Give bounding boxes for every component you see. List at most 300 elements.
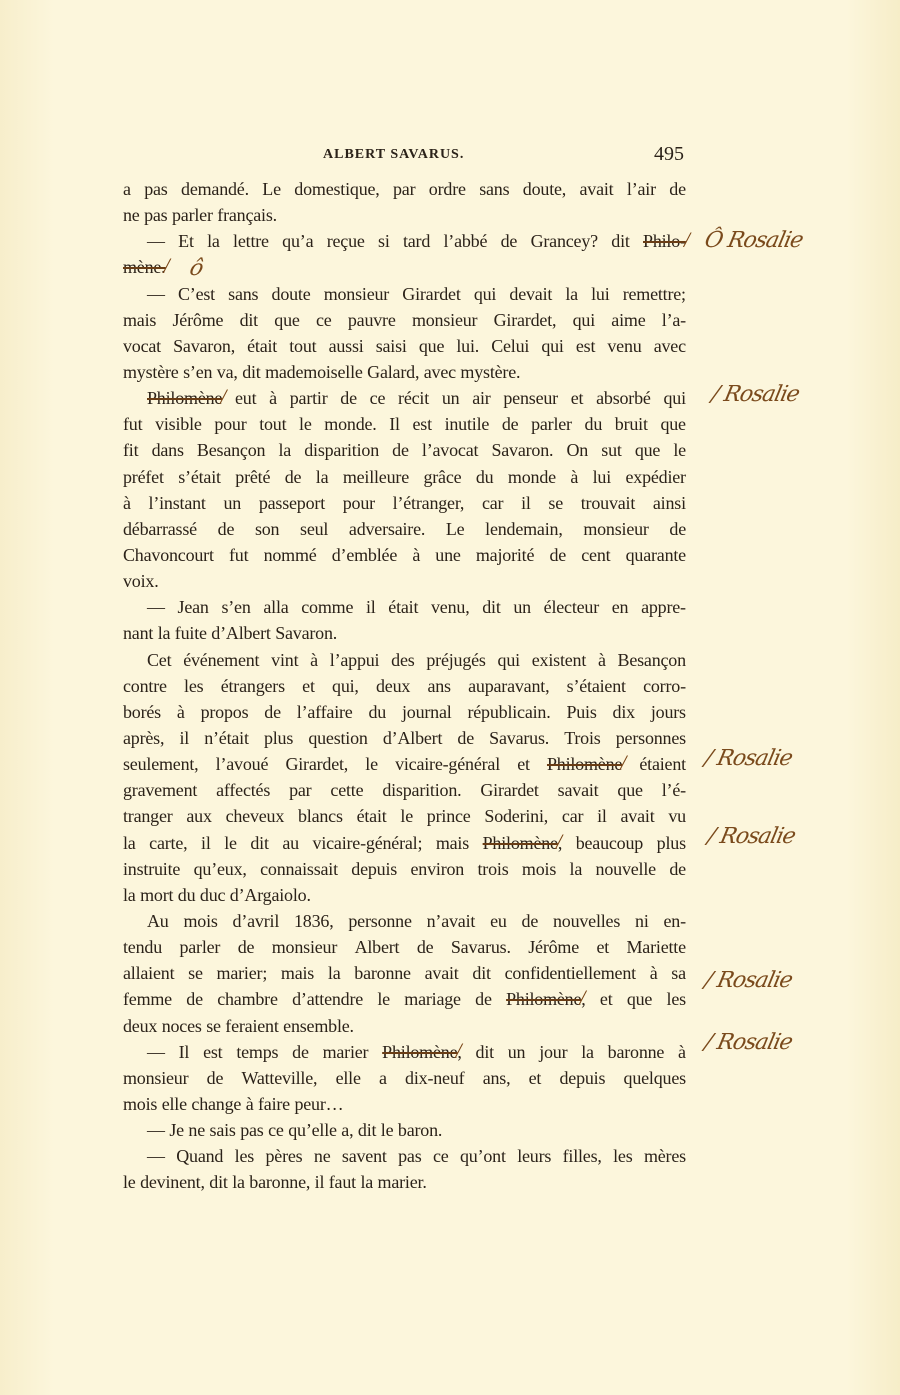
word xyxy=(162,1091,187,1117)
word xyxy=(200,882,225,908)
word xyxy=(123,620,153,646)
word xyxy=(123,359,179,385)
word xyxy=(218,516,235,542)
text-fragment: — xyxy=(147,1146,165,1167)
word xyxy=(521,490,531,516)
text-fragment: seul xyxy=(300,518,329,539)
text-fragment: un xyxy=(507,1041,526,1062)
word xyxy=(379,1065,387,1091)
text-fragment: du xyxy=(368,701,387,722)
text-fragment: ce xyxy=(432,1146,449,1167)
text-fragment: se xyxy=(206,1015,221,1036)
text-fragment: ensemble. xyxy=(283,1015,354,1036)
word xyxy=(654,333,686,359)
word xyxy=(292,986,363,1012)
word xyxy=(354,960,411,986)
text-fragment: de xyxy=(292,1041,309,1062)
text-fragment: que xyxy=(274,309,300,330)
word xyxy=(597,803,607,829)
text-fragment: peur… xyxy=(294,1093,344,1114)
word xyxy=(531,228,598,254)
text-fragment: tard xyxy=(402,231,431,252)
text-fragment: s’étaient xyxy=(566,675,626,696)
text-fragment: existent xyxy=(531,649,587,670)
word xyxy=(123,307,156,333)
text-fragment: Savaron. xyxy=(275,623,338,644)
word xyxy=(246,1091,254,1117)
word xyxy=(539,1039,567,1065)
word xyxy=(613,699,635,725)
word xyxy=(580,176,614,202)
word xyxy=(576,333,595,359)
text-fragment: dit xyxy=(472,963,491,984)
word xyxy=(348,908,411,934)
struck-name: Philomène / xyxy=(147,388,222,408)
text-fragment: Puis xyxy=(566,701,597,722)
word xyxy=(147,1039,165,1065)
word xyxy=(422,437,478,463)
word xyxy=(123,830,136,856)
text-fragment: depuis xyxy=(559,1067,606,1088)
text-fragment: Jérôme xyxy=(528,937,579,958)
text-fragment: mademoiselle xyxy=(265,361,363,382)
text-fragment: doute, xyxy=(522,179,567,199)
word xyxy=(596,856,656,882)
word xyxy=(673,437,686,463)
text-fragment: la xyxy=(232,1172,245,1193)
text-fragment: feraient xyxy=(225,1015,279,1036)
word xyxy=(627,986,652,1012)
word xyxy=(478,856,509,882)
text-fragment: qui xyxy=(541,335,564,356)
text-fragment: mères xyxy=(643,1146,686,1167)
text-fragment: plus xyxy=(263,727,294,748)
word xyxy=(392,437,409,463)
text-fragment: ne xyxy=(188,1120,206,1141)
text-fragment: marier. xyxy=(377,1172,427,1193)
text-fragment: duc xyxy=(199,884,226,905)
text-fragment: monsieur xyxy=(123,1067,189,1088)
text-fragment: le xyxy=(380,1120,394,1141)
word xyxy=(123,1091,157,1117)
word xyxy=(389,411,400,437)
word xyxy=(382,1039,462,1065)
word xyxy=(348,307,396,333)
text-fragment: qui xyxy=(663,388,686,409)
text-fragment: cent xyxy=(581,544,611,565)
word xyxy=(204,725,249,751)
word xyxy=(404,986,461,1012)
word xyxy=(662,777,686,803)
word xyxy=(123,490,131,516)
text-fragment: se xyxy=(188,963,203,984)
word xyxy=(650,960,658,986)
text-fragment: fut xyxy=(228,544,249,565)
word xyxy=(294,908,334,934)
text-fragment: change xyxy=(191,1093,242,1114)
word xyxy=(217,960,268,986)
word xyxy=(653,490,686,516)
handwritten-correction: / Rosalie xyxy=(705,824,798,849)
word xyxy=(328,960,341,986)
text-fragment: était xyxy=(388,597,419,618)
word xyxy=(395,751,500,777)
word xyxy=(360,1169,373,1195)
word xyxy=(426,647,485,673)
text-fragment: nouvelle xyxy=(595,858,656,879)
text-fragment: en xyxy=(611,597,629,618)
word xyxy=(123,254,165,280)
word xyxy=(226,803,285,829)
text-fragment: sans xyxy=(479,179,510,199)
text-fragment: vicaire-général xyxy=(395,754,500,775)
text-fragment: de xyxy=(186,989,203,1010)
word xyxy=(235,464,270,490)
word xyxy=(147,228,165,254)
word xyxy=(173,307,224,333)
word xyxy=(343,490,375,516)
text-line xyxy=(123,725,686,751)
text-fragment: à xyxy=(310,649,318,670)
word xyxy=(272,281,311,307)
text-line xyxy=(123,673,686,699)
text-fragment: — xyxy=(147,231,165,252)
word xyxy=(242,359,260,385)
text-line xyxy=(123,202,686,228)
word xyxy=(158,620,171,646)
word xyxy=(405,1065,464,1091)
word xyxy=(342,1143,387,1169)
word xyxy=(147,1143,165,1169)
word xyxy=(583,516,648,542)
text-fragment: d’emblée xyxy=(331,544,398,565)
text-fragment: et xyxy=(596,937,610,958)
word xyxy=(467,699,550,725)
text-fragment: vocat xyxy=(123,335,161,356)
word xyxy=(147,647,171,673)
word xyxy=(472,960,490,986)
text-fragment: de xyxy=(457,727,475,748)
word xyxy=(490,908,507,934)
word xyxy=(635,437,660,463)
text-fragment: elle xyxy=(335,1067,361,1088)
text-fragment: va, xyxy=(216,361,238,382)
text-fragment: disparition xyxy=(304,440,380,461)
word xyxy=(567,437,589,463)
text-line xyxy=(123,176,686,202)
word xyxy=(476,464,494,490)
text-fragment: baronne xyxy=(354,963,411,984)
word xyxy=(616,725,686,751)
word xyxy=(502,411,519,437)
text-fragment: nommé xyxy=(263,544,317,565)
text-fragment: est xyxy=(575,335,596,356)
word xyxy=(330,777,363,803)
text-fragment: auparavant, xyxy=(468,675,550,696)
text-fragment: était xyxy=(247,335,278,356)
word xyxy=(178,281,215,307)
word xyxy=(144,176,167,202)
text-fragment: mais xyxy=(123,309,157,330)
text-fragment: la xyxy=(315,466,329,487)
text-fragment: après, xyxy=(123,727,165,748)
text-fragment: les xyxy=(234,1146,255,1167)
text-fragment: à xyxy=(123,492,131,513)
word xyxy=(285,464,302,490)
word xyxy=(123,882,136,908)
text-line xyxy=(123,620,686,646)
text-fragment: Je xyxy=(169,1120,184,1141)
word xyxy=(611,307,645,333)
word xyxy=(183,359,212,385)
text-fragment: du xyxy=(475,466,494,487)
text-fragment: femme xyxy=(123,989,172,1010)
word xyxy=(123,777,197,803)
text-fragment: la xyxy=(278,440,292,461)
word xyxy=(365,751,378,777)
word xyxy=(201,699,249,725)
word xyxy=(188,960,203,986)
word xyxy=(340,385,357,411)
word xyxy=(476,542,534,568)
word xyxy=(184,673,203,699)
word xyxy=(611,228,629,254)
word xyxy=(427,673,450,699)
text-fragment: dit xyxy=(357,1120,377,1141)
text-fragment: à xyxy=(649,963,658,984)
text-fragment: dit xyxy=(611,231,630,252)
word xyxy=(615,411,648,437)
text-fragment: la xyxy=(565,283,578,304)
text-line xyxy=(123,699,686,725)
word xyxy=(316,307,332,333)
text-fragment: cheveux xyxy=(225,806,285,827)
text-fragment: l’étranger, xyxy=(392,492,465,513)
text-fragment: journal xyxy=(401,701,452,722)
text-fragment: était xyxy=(356,806,387,827)
text-fragment: Quand xyxy=(176,1146,224,1167)
word xyxy=(383,725,442,751)
word xyxy=(179,1039,190,1065)
word xyxy=(591,281,609,307)
word xyxy=(423,464,461,490)
word xyxy=(274,307,299,333)
word xyxy=(123,1065,188,1091)
text-fragment: parler xyxy=(172,205,213,226)
word xyxy=(378,1169,427,1195)
word xyxy=(289,333,316,359)
text-fragment: à xyxy=(176,701,185,722)
word xyxy=(228,281,258,307)
text-fragment: Girardet, xyxy=(285,754,349,775)
word xyxy=(669,856,686,882)
text-fragment: d’attendre xyxy=(292,989,364,1010)
word xyxy=(123,856,180,882)
text-fragment: corro- xyxy=(643,675,686,696)
text-fragment: visible xyxy=(155,414,202,435)
word xyxy=(598,647,606,673)
word xyxy=(643,673,686,699)
word xyxy=(300,516,328,542)
word xyxy=(482,490,503,516)
text-fragment: d’Albert xyxy=(211,623,271,644)
text-fragment: mois xyxy=(521,858,557,879)
word xyxy=(238,934,255,960)
text-line xyxy=(123,1169,686,1195)
word xyxy=(230,882,311,908)
text-fragment: savait xyxy=(557,780,599,801)
word xyxy=(635,908,649,934)
text-fragment: de xyxy=(669,179,686,199)
text-fragment: Jérôme xyxy=(172,309,224,330)
word xyxy=(194,856,247,882)
text-fragment: Savarus. xyxy=(450,937,511,958)
word xyxy=(593,464,611,490)
text-fragment: il xyxy=(365,597,376,618)
text-fragment: Cet xyxy=(147,649,172,670)
word xyxy=(612,594,629,620)
word xyxy=(250,830,268,856)
text-fragment: un xyxy=(513,597,531,618)
text-fragment: affectés xyxy=(216,780,271,801)
word xyxy=(424,359,456,385)
word xyxy=(378,228,390,254)
text-fragment: par xyxy=(393,179,416,199)
word xyxy=(152,437,184,463)
word xyxy=(367,359,419,385)
text-fragment: les xyxy=(666,989,686,1010)
text-fragment: carte, xyxy=(149,832,188,853)
text-fragment: tendu xyxy=(123,937,162,958)
text-fragment: dans xyxy=(151,440,184,461)
text-line xyxy=(123,777,686,803)
word xyxy=(669,176,686,202)
text-fragment: grâce xyxy=(423,466,462,487)
word xyxy=(433,1143,449,1169)
text-fragment: et xyxy=(570,388,584,409)
word xyxy=(413,411,432,437)
text-fragment: pas xyxy=(144,205,168,226)
text-fragment: elle xyxy=(161,1093,187,1114)
text-fragment: lui xyxy=(592,466,612,487)
text-fragment: de xyxy=(501,414,519,435)
text-fragment: sais xyxy=(209,1120,236,1141)
text-fragment: a, xyxy=(341,1120,354,1141)
word xyxy=(183,908,217,934)
word xyxy=(618,647,686,673)
text-fragment: tranger xyxy=(123,806,173,827)
text-fragment: pas xyxy=(240,1120,264,1141)
text-fragment: expédier xyxy=(625,466,686,487)
word xyxy=(140,882,173,908)
text-fragment: qu’a xyxy=(282,231,314,252)
text-fragment: nouvelles xyxy=(552,910,621,931)
text-fragment: blancs xyxy=(297,806,343,827)
word xyxy=(240,307,258,333)
text-fragment: deux xyxy=(375,675,411,696)
text-fragment: avait xyxy=(620,806,655,827)
text-fragment: qu’elle xyxy=(288,1120,337,1141)
word xyxy=(358,1117,376,1143)
word xyxy=(531,411,572,437)
text-fragment: la xyxy=(327,963,341,984)
text-line xyxy=(123,1013,686,1039)
word xyxy=(669,516,686,542)
word xyxy=(456,333,479,359)
word xyxy=(298,803,343,829)
word xyxy=(576,830,643,856)
text-fragment: ne xyxy=(313,1146,331,1167)
text-line xyxy=(123,1091,686,1117)
word xyxy=(232,1169,245,1195)
text-line xyxy=(123,542,686,568)
word xyxy=(581,1039,594,1065)
text-fragment: il xyxy=(597,806,607,827)
text-fragment: — xyxy=(147,1041,165,1062)
text-fragment: d’avril xyxy=(232,910,280,931)
word xyxy=(522,856,556,882)
word xyxy=(327,228,365,254)
text-fragment: une xyxy=(435,544,461,565)
word xyxy=(147,908,169,934)
text-fragment: dit xyxy=(475,1041,494,1062)
text-fragment: Albert xyxy=(354,937,400,958)
text-fragment: étrangers xyxy=(220,675,285,696)
handwritten-correction: / Rosalie xyxy=(702,968,795,993)
text-line xyxy=(123,751,686,777)
text-fragment: Il xyxy=(178,1041,190,1062)
handwritten-correction: / Rosalie xyxy=(702,1030,795,1055)
text-fragment: à xyxy=(412,544,421,565)
word xyxy=(123,986,172,1012)
word xyxy=(292,1039,309,1065)
word xyxy=(660,411,685,437)
word xyxy=(446,516,465,542)
text-fragment: qu’eux, xyxy=(193,858,247,879)
word xyxy=(175,620,207,646)
text-line xyxy=(123,281,686,307)
word xyxy=(216,751,269,777)
word xyxy=(427,908,476,934)
text-fragment: le xyxy=(365,754,378,775)
text-fragment: jour xyxy=(539,1041,568,1062)
word xyxy=(366,594,376,620)
word xyxy=(294,1091,343,1117)
text-fragment: baron. xyxy=(397,1120,443,1141)
handwritten-correction: / Rosalie xyxy=(702,746,795,771)
word xyxy=(179,934,220,960)
text-fragment: Grancey? xyxy=(530,231,598,252)
word xyxy=(483,1065,511,1091)
text-fragment: air xyxy=(472,388,491,409)
text-fragment: est xyxy=(412,414,432,435)
text-fragment: filles, xyxy=(562,1146,602,1167)
word xyxy=(563,1143,602,1169)
text-fragment: Watteville, xyxy=(241,1067,318,1088)
word xyxy=(288,1117,337,1143)
text-fragment: la xyxy=(207,231,220,252)
text-fragment: dit xyxy=(239,309,258,330)
text-fragment: ce xyxy=(369,388,386,409)
word xyxy=(657,830,686,856)
text-fragment: fit xyxy=(123,440,139,461)
text-fragment: eu xyxy=(490,910,507,931)
text-fragment: Il xyxy=(389,414,400,435)
word xyxy=(485,516,562,542)
text-fragment: baronne, xyxy=(249,1172,311,1193)
word xyxy=(662,307,686,333)
text-fragment: de xyxy=(237,937,255,958)
